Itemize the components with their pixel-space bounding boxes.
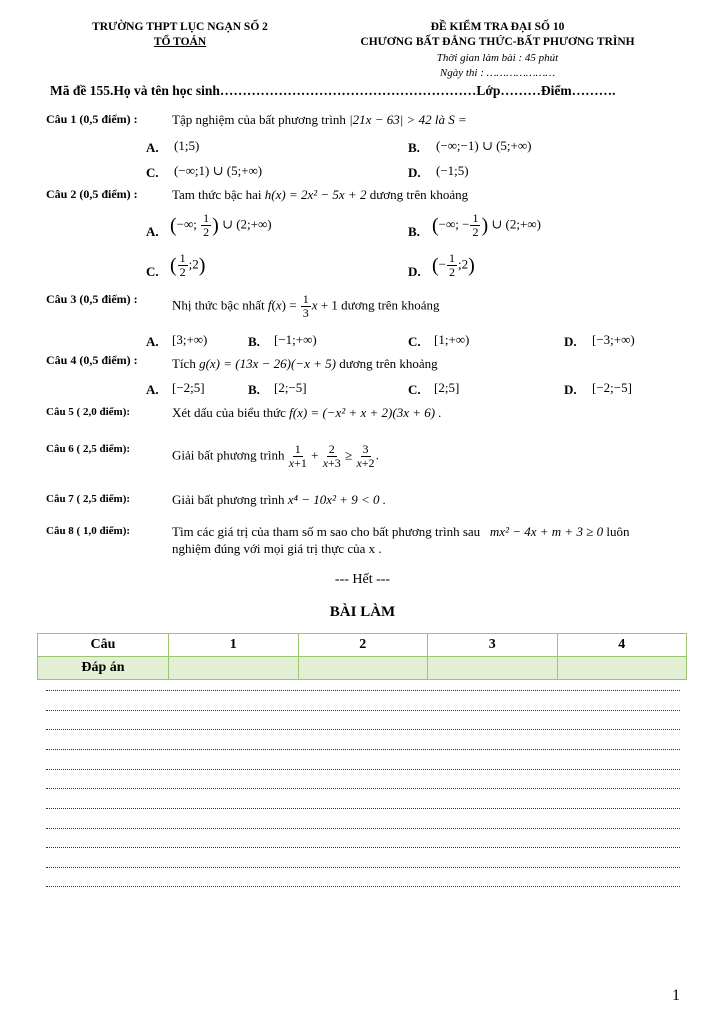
header-cell-1: 1 bbox=[169, 634, 299, 657]
q1-option-a: (1;5) bbox=[174, 138, 200, 153]
q6-text: Giải bất phương trình $\frac{1}{x+1}$ + $\frac{2}{x+3}$ ≥ $\frac{3}{x+2}$ . bbox=[172, 442, 379, 470]
q2-text: Tam thức bậc hai h(x) = 2x² − 5x + 2 dương trên khoảng bbox=[172, 187, 469, 202]
header-cell-2: 2 bbox=[298, 634, 428, 657]
q3-option-d: [−3;+∞) bbox=[592, 332, 635, 347]
q8-text-line2: nghiệm đúng với mọi giá trị thực của x . bbox=[172, 541, 382, 556]
answer-row bbox=[38, 657, 687, 680]
answer-cell-3[interactable] bbox=[428, 657, 558, 680]
q1-label: Câu 1 (0,5 điểm) : bbox=[46, 112, 138, 126]
q8-label: Câu 8 ( 1,0 điểm): bbox=[46, 525, 131, 537]
q3-option-a: [3;+∞) bbox=[172, 332, 208, 347]
q4-option-b: [2;−5] bbox=[274, 380, 307, 395]
page-number: 1 bbox=[672, 987, 680, 1004]
q1-option-b-letter: B. bbox=[408, 140, 420, 155]
answer-line bbox=[46, 710, 680, 711]
answer-cell-4[interactable] bbox=[557, 657, 687, 680]
q4-label: Câu 4 (0,5 điểm) : bbox=[46, 353, 138, 367]
header-cell-4: 4 bbox=[557, 634, 687, 657]
answer-row-label: Đáp án bbox=[38, 657, 169, 680]
q1-option-c: (−∞;1) ∪ (5;+∞) bbox=[174, 163, 263, 178]
answer-line bbox=[46, 886, 680, 887]
q3-option-c-letter: C. bbox=[408, 334, 421, 349]
q1-option-c-letter: C. bbox=[146, 165, 159, 180]
answer-cell-1[interactable] bbox=[169, 657, 299, 680]
exam-date: Ngày thi : ………………… bbox=[439, 67, 556, 79]
answer-line bbox=[46, 867, 680, 868]
q2-option-d: (− $\frac{1}{2}$ ;2) bbox=[432, 251, 475, 279]
q8-text: Tìm các giá trị của tham số m sao cho bất phương trình sau mx² − 4x + m + 3 ≥ 0 luôn bbox=[172, 524, 630, 539]
end-marker: --- Hết --- bbox=[334, 572, 391, 587]
q7-label: Câu 7 ( 2,5 điểm): bbox=[46, 493, 131, 505]
q2-label: Câu 2 (0,5 điểm) : bbox=[46, 187, 138, 201]
q5-text: Xét dấu của biểu thức f(x) = (−x² + x + 2)(3x + 6) . bbox=[172, 405, 442, 420]
header-cell-3: 3 bbox=[428, 634, 558, 657]
q1-option-a-letter: A. bbox=[146, 140, 159, 155]
q4-option-d: [−2;−5] bbox=[592, 380, 632, 395]
answer-line bbox=[46, 788, 680, 789]
exam-time: Thời gian làm bài : 45 phút bbox=[436, 52, 559, 64]
q4-text: Tích g(x) = (13x − 26)(−x + 5) dương trên khoảng bbox=[172, 356, 438, 371]
answer-section-title: BÀI LÀM bbox=[329, 604, 396, 620]
school-name: TRƯỜNG THPT LỤC NGẠN SỐ 2 bbox=[92, 21, 268, 33]
student-info-line: Mã đề 155.Họ và tên học sinh…………………………………………………Lớp………Điểm………. bbox=[50, 83, 616, 98]
q4-option-c: [2;5] bbox=[434, 380, 460, 395]
answer-line bbox=[46, 729, 680, 730]
q4-option-a-letter: A. bbox=[146, 382, 159, 397]
q1-text: Tập nghiệm của bất phương trình |21x − 63| > 42 là S = bbox=[172, 112, 467, 127]
q7-text: Giải bất phương trình x⁴ − 10x² + 9 < 0 . bbox=[172, 492, 387, 507]
answer-line bbox=[46, 749, 680, 750]
q2-option-b: (−∞; − $\frac{1}{2}$ ) ∪ (2;+∞) bbox=[432, 211, 541, 239]
answer-line bbox=[46, 828, 680, 829]
q2-option-b-letter: B. bbox=[408, 224, 420, 239]
answer-line bbox=[46, 847, 680, 848]
q2-option-c-letter: C. bbox=[146, 264, 159, 279]
answer-line bbox=[46, 690, 680, 691]
q4-option-c-letter: C. bbox=[408, 382, 421, 397]
q4-option-b-letter: B. bbox=[248, 382, 260, 397]
q3-text: Nhị thức bậc nhất f(x) = $\frac{1}{3}$ x + 1 dương trên khoảng bbox=[172, 292, 440, 320]
q3-option-c: [1;+∞) bbox=[434, 332, 470, 347]
chapter-title: CHƯƠNG BẤT ĐẲNG THỨC-BẤT PHƯƠNG TRÌNH bbox=[360, 36, 635, 48]
header-cell-question: Câu bbox=[38, 634, 169, 657]
exam-title: ĐỀ KIỂM TRA ĐẠI SỐ 10 bbox=[430, 21, 565, 33]
q2-option-a: (−∞; $\frac{1}{2}$ ) ∪ (2;+∞) bbox=[170, 211, 272, 239]
q2-option-a-letter: A. bbox=[146, 224, 159, 239]
q3-option-b-letter: B. bbox=[248, 334, 260, 349]
answer-line bbox=[46, 769, 680, 770]
q3-option-d-letter: D. bbox=[564, 334, 577, 349]
q3-label: Câu 3 (0,5 điểm) : bbox=[46, 292, 138, 306]
q1-option-d-letter: D. bbox=[408, 165, 421, 180]
q1-option-b: (−∞;−1) ∪ (5;+∞) bbox=[436, 138, 532, 153]
q3-option-b: [−1;+∞) bbox=[274, 332, 317, 347]
answer-table-header bbox=[38, 634, 687, 657]
answer-line bbox=[46, 808, 680, 809]
q2-option-d-letter: D. bbox=[408, 264, 421, 279]
answer-table bbox=[37, 633, 687, 680]
q4-option-d-letter: D. bbox=[564, 382, 577, 397]
q3-option-a-letter: A. bbox=[146, 334, 159, 349]
q2-option-c: ( $\frac{1}{2}$ ;2) bbox=[170, 251, 206, 279]
department: TỔ TOÁN bbox=[153, 36, 207, 48]
answer-cell-2[interactable] bbox=[298, 657, 428, 680]
q6-label: Câu 6 ( 2,5 điểm): bbox=[46, 443, 131, 455]
q4-option-a: [−2;5] bbox=[172, 380, 205, 395]
q1-option-d: (−1;5) bbox=[436, 163, 469, 178]
q5-label: Câu 5 ( 2,0 điểm): bbox=[46, 406, 131, 418]
